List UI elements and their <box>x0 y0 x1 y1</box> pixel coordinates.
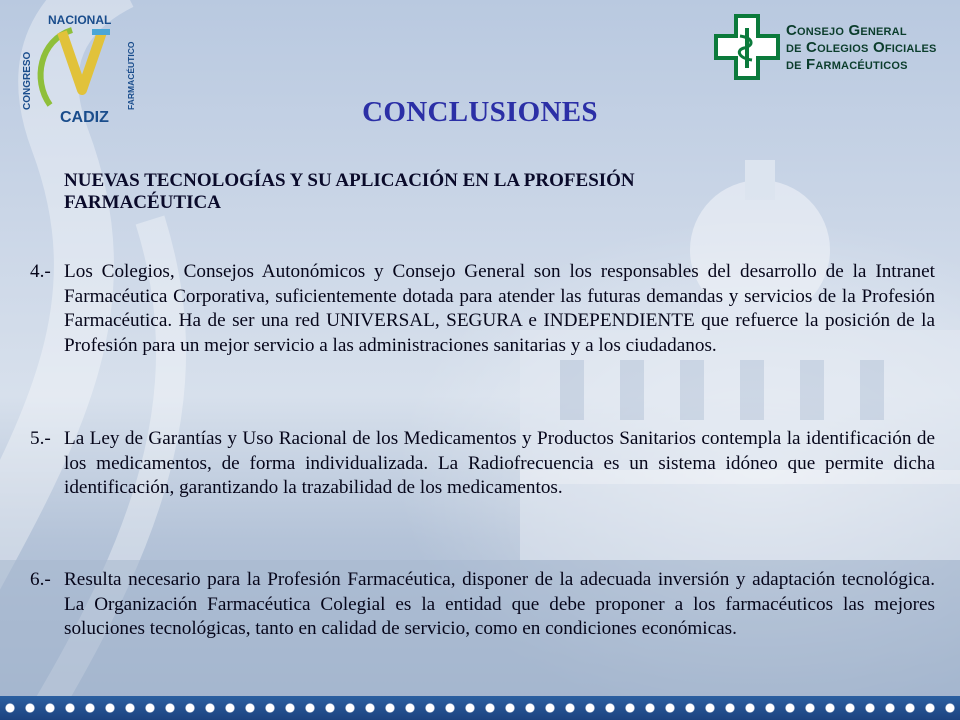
paragraph-number: 4.- <box>30 261 51 282</box>
conclusion-paragraph <box>30 260 935 358</box>
paragraph-number: 6.- <box>30 569 51 590</box>
slide-title: CONCLUSIONES <box>362 96 598 128</box>
paragraph-text: La Ley de Garantías y Uso Racional de los Medicamentos y Productos Sanitarios contempla la identificación de los medicamentos, de forma individualizada. La Radiofrecuencia es un sistema idóneo que permite dicha identificación, garantizando la trazabilidad de los medicamentos. <box>64 428 935 498</box>
paragraph-number: 5.- <box>30 428 51 449</box>
cgcof-logo <box>714 14 950 84</box>
conclusion-paragraph <box>30 568 935 642</box>
paragraph-text: Los Colegios, Consejos Autonómicos y Consejo General son los responsables del desarrollo de la Intranet Farmacéutica Corporativa, suficientemente dotada para atender las futuras demandas y servicios de la Profesión Farmacéutica. Ha de ser una red UNIVERSAL, SEGURA e INDEPENDIENTE que refuerce la posición de la Profesión para un mejor servicio a las administraciones sanitarias y a los ciudadanos. <box>64 261 935 356</box>
logo-nacional-word: NACIONAL <box>48 13 112 27</box>
cgcof-line-2: de Colegios Oficiales <box>786 39 937 56</box>
logo-congreso-word: CONGRESO <box>22 51 33 110</box>
pharmacy-cross-icon <box>714 14 780 80</box>
slide-subtitle: NUEVAS TECNOLOGÍAS Y SU APLICACIÓN EN LA PROFESIÓN FARMACÉUTICA <box>64 170 635 213</box>
paragraph-text: Resulta necesario para la Profesión Farmacéutica, disponer de la adecuada inversión y adaptación tecnológica. La Organización Farmacéutica Colegial es la entidad que debe proponer a los farmacéuticos las mejores soluciones tecnológicas, tanto en calidad de servicio, como en condiciones económicas. <box>64 569 935 639</box>
logo-cadiz-word: CADIZ <box>60 109 109 126</box>
decorative-bottom-strip <box>0 696 960 720</box>
cgcof-line-3: de Farmacéuticos <box>786 56 908 73</box>
cgcof-line-1: Consejo General <box>786 22 907 39</box>
conclusion-paragraph <box>30 427 935 501</box>
logo-farmaceutico-word: FARMACÉUTICO <box>126 41 136 110</box>
